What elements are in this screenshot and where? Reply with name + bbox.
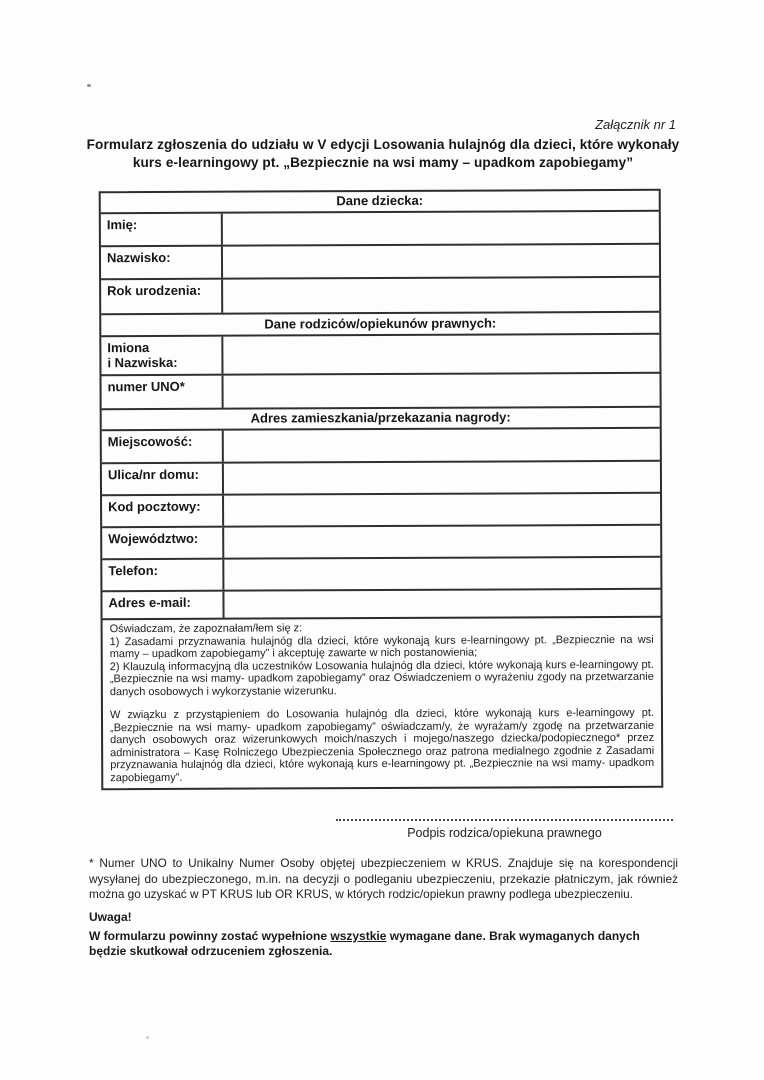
field-label: Telefon: <box>102 560 224 591</box>
section-header-address: Adres zamieszkania/przekazania nagrody: <box>102 408 660 431</box>
registration-form-table <box>99 189 664 791</box>
field-input-area <box>224 374 660 408</box>
field-row-city <box>102 429 660 464</box>
field-input-area <box>224 558 660 590</box>
field-row-postal-code <box>102 494 660 528</box>
section-header-parents-data: Dane rodziców/opiekunów prawnych: <box>101 313 659 337</box>
declaration-item-1: 1) Zasadami przyznawania hulajnóg dla dzieci, które wykonają kurs e-learningowy pt. „Bezpiecznie na wsi mamy – upadkom zapobiegamy” i akceptuję zawarte w nich postanowienia; <box>109 633 654 661</box>
signature-caption: Podpis rodzica/opiekuna prawnego <box>407 826 602 840</box>
notice-text <box>89 929 678 960</box>
field-row-phone <box>102 558 660 592</box>
field-row-birth-year <box>101 278 659 315</box>
field-row-street <box>102 462 660 496</box>
field-label: Rok urodzenia: <box>101 280 223 314</box>
field-input-area <box>224 429 660 462</box>
field-row-voivodeship <box>102 526 660 560</box>
field-label: numer UNO* <box>102 376 224 409</box>
notice-text-underlined: wszystkie <box>330 928 387 943</box>
field-input-area <box>224 526 660 558</box>
notice-block <box>89 910 678 960</box>
field-input-area <box>223 245 659 278</box>
field-input-area <box>224 590 660 618</box>
notice-text-before: W formularzu powinny zostać wypełnione <box>89 928 331 943</box>
field-label: Adres e-mail: <box>102 592 224 619</box>
field-input-area <box>224 462 660 494</box>
field-label: Nazwisko: <box>101 247 223 279</box>
signature-dotted-line <box>336 812 673 821</box>
field-row-last-name <box>101 245 659 280</box>
field-row-parent-names <box>101 335 659 376</box>
field-label: Imię: <box>101 214 223 246</box>
field-label: Ulica/nr domu: <box>102 464 224 495</box>
scan-speck <box>87 84 91 87</box>
field-input-area <box>223 212 659 245</box>
declaration-intro: Oświadczam, że zapoznałam/łem się z: <box>109 622 303 636</box>
declaration-item-2: 2) Klauzulą informacyjną dla uczestników Losowania hulajnóg dla dzieci, które wykonają kurs e-learningowy pt. „Bezpiecznie na wsi mamy- upadkom zapobiegamy” oraz Oświadczeniem o wyrażeniu zgody na przetwarzanie danych osobowych i wykorzystanie wizerunku. <box>109 658 654 698</box>
field-input-area <box>224 494 660 526</box>
consent-paragraph: W związku z przystąpieniem do Losowania hulajnóg dla dzieci, które wykonają kurs e-learningowy pt. „Bezpiecznie na wsi mamy- upadkom zapobiegamy” oświadczam/y, że wyrażam/y zgodę na przetwarzanie danych osobowych oraz wizerunkowych moich/naszych i mojego/naszego dziecka/podopiecznego* przez administratora – Kasę Rolniczego Ubezpieczenia Społecznego oraz patrona medialnego zgodnie z Zasadami przyznawania hulajnóg dla dzieci, które wykonają kurs e-learningowy pt. „Bezpiecznie na wsi mamy- upadkom zapobiegamy”. <box>109 706 655 785</box>
field-input-area <box>223 335 659 374</box>
field-label: Kod pocztowy: <box>102 496 224 527</box>
field-label <box>101 337 223 375</box>
field-label: Województwo: <box>102 528 224 559</box>
notice-text-after: wymagane dane. Brak wymaganych danych będzie skutkował odrzuceniem zgłoszenia. <box>89 928 640 959</box>
field-label-line1: Imiona <box>107 340 150 356</box>
signature-block <box>336 812 673 840</box>
attachment-label: Załącznik nr 1 <box>595 117 676 132</box>
uno-footnote: * Numer UNO to Unikalny Numer Osoby objętej ubezpieczeniem w KRUS. Znajduje się na korespondencji wysyłanej do ubezpieczonego, m.in. na decyzji o podleganiu ubezpieczeniu, przekazie płatniczym, jak również można go uzyskać w PT KRUS lub OR KRUS, w których rodzic/opiekun prawny podlega ubezpieczeniu. <box>89 856 678 902</box>
section-header-child-data: Dane dziecka: <box>101 191 659 214</box>
notice-heading: Uwaga! <box>89 910 132 924</box>
field-label: Miejscowość: <box>102 431 224 463</box>
scan-speck <box>146 1036 149 1039</box>
field-row-uno-number <box>102 374 660 410</box>
field-row-email <box>102 590 660 620</box>
declaration-box <box>103 618 662 789</box>
field-row-first-name <box>101 212 659 247</box>
field-label-line2: i Nazwiska: <box>107 354 178 371</box>
form-title: Formularz zgłoszenia do udziału w V edycji Losowania hulajnóg dla dzieci, które wykonały kurs e-learningowy pt. „Bezpiecznie na wsi mamy – upadkom zapobiegamy” <box>86 137 680 170</box>
field-input-area <box>223 278 659 313</box>
